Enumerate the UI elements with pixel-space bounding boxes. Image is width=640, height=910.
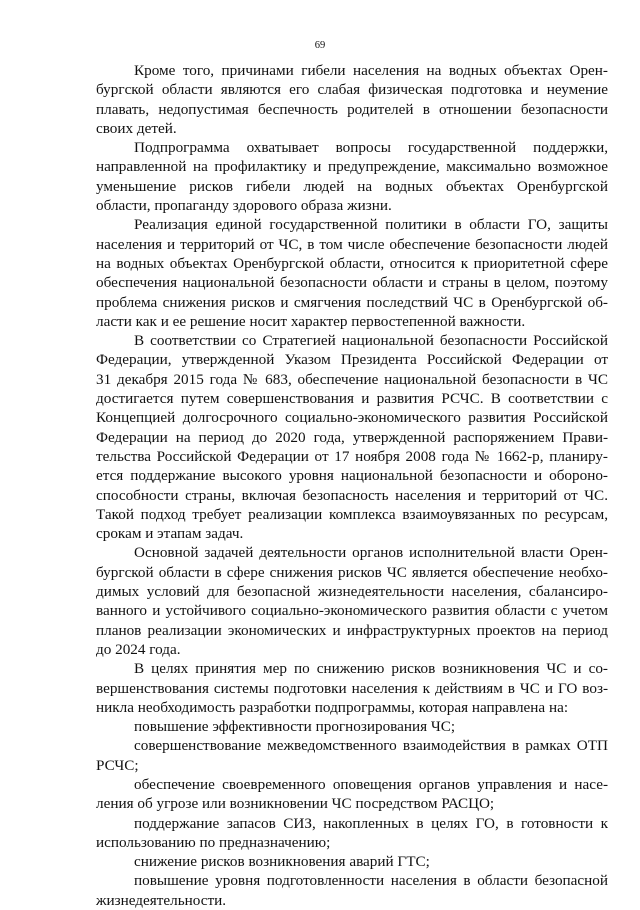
- text-line: до 2024 года.: [96, 640, 181, 658]
- paragraph: [96, 61, 608, 138]
- list-item: [96, 717, 608, 736]
- text-line: В целях принятия мер по снижению рисков возникновения ЧС и со-: [134, 660, 608, 678]
- text-line: снижение рисков возникновения аварий ГТС;: [134, 853, 430, 871]
- text-line: димых условий для безопасной жизнедеятельности населения, сбалансиро-: [96, 583, 608, 601]
- text-line: на водных объектах Оренбургской области, относится к приоритетной сфере: [96, 254, 608, 272]
- text-line: населения и территорий от ЧС, в том числе обеспечение безопасности людей: [96, 235, 608, 253]
- text-line: уменьшение рисков гибели людей на водных объектах Оренбургской: [96, 177, 608, 195]
- text-line: плавать, недопустимая беспечность родителей в отношении безопасности: [96, 100, 608, 118]
- text-line: Такой подход требует реализации комплекса взаимоувязанных по ресурсам,: [96, 505, 608, 523]
- list-item: [96, 852, 608, 871]
- text-line: планов реализации экономических и инфраструктурных проектов на период: [96, 621, 608, 639]
- list-item: [96, 814, 608, 853]
- text-line: проблема снижения рисков и смягчения последствий ЧС в Оренбургской об-: [96, 293, 608, 311]
- text-line: тельства Российской Федерации от 17 ноября 2008 года № 1662-р, планиру-: [96, 447, 608, 465]
- paragraph: [96, 543, 608, 659]
- text-line: способности страны, включая безопасность населения и территорий от ЧС.: [96, 486, 608, 504]
- text-line: Подпрограмма охватывает вопросы государственной поддержки,: [134, 139, 608, 157]
- text-line: повышение уровня подготовленности населения в области безопасной: [134, 872, 608, 890]
- paragraph: [96, 659, 608, 717]
- text-line: совершенствование межведомственного взаимодействия в рамках ОТП: [134, 737, 608, 755]
- text-line: ется поддержание высокого уровня национальной безопасности и обороно-: [96, 467, 608, 485]
- list-item: [96, 775, 608, 814]
- paragraph: [96, 331, 608, 543]
- text-line: бургской области являются его слабая физическая подготовка и неумение: [96, 81, 608, 99]
- paragraph: [96, 138, 608, 215]
- text-line: 31 декабря 2015 года № 683, обеспечение национальной безопасности в ЧС: [96, 370, 608, 388]
- paragraph: [96, 215, 608, 331]
- text-line: своих детей.: [96, 119, 177, 137]
- text-line: жизнедеятельности.: [96, 891, 227, 909]
- text-line: Основной задачей деятельности органов исполнительной власти Орен-: [134, 544, 608, 562]
- text-line: Реализация единой государственной политики в области ГО, защиты: [134, 216, 608, 234]
- page-number: 69: [314, 40, 326, 51]
- list-item: [96, 871, 608, 910]
- text-line: В соответствии со Стратегией национальной безопасности Российской: [134, 332, 608, 350]
- document-body: [96, 61, 608, 910]
- text-line: направленной на профилактику и предупреждение, максимально возможное: [96, 158, 608, 176]
- text-line: вершенствования системы подготовки населения к действиям в ЧС и ГО воз-: [96, 679, 608, 697]
- text-line: бургской области в сфере снижения рисков ЧС является обеспечение необхо-: [96, 563, 608, 581]
- text-line: обеспечения национальной безопасности области и страны в целом, поэтому: [96, 274, 608, 292]
- list-item: [96, 736, 608, 775]
- text-line: Концепцией долгосрочного социально-экономического развития Российской: [96, 409, 608, 427]
- text-line: РСЧС;: [96, 756, 139, 774]
- text-line: области, пропаганду здорового образа жизни.: [96, 197, 392, 215]
- text-line: ванного и устойчивого социально-экономического развития области с учетом: [96, 602, 608, 620]
- text-line: повышение эффективности прогнозирования ЧС;: [134, 718, 456, 736]
- text-line: поддержание запасов СИЗ, накопленных в целях ГО, в готовности к: [134, 814, 608, 832]
- text-line: срокам и этапам задач.: [96, 525, 244, 543]
- text-line: использованию по предназначению;: [96, 833, 331, 851]
- text-line: никла необходимость разработки подпрограммы, которая направлена на:: [96, 698, 569, 716]
- text-line: Федерации на период до 2020 года, утвержденной распоряжением Прави-: [96, 428, 608, 446]
- text-line: ления об угрозе или возникновении ЧС посредством РАСЦО;: [96, 795, 495, 813]
- task-list: [96, 717, 608, 910]
- text-line: Кроме того, причинами гибели населения на водных объектах Орен-: [134, 62, 608, 79]
- text-line: Федерации, утвержденной Указом Президента Российской Федерации от: [96, 351, 608, 369]
- text-line: достигается путем совершенствования и развития РСЧС. В соответствии с: [96, 390, 608, 408]
- text-line: обеспечение своевременного оповещения органов управления и насе-: [134, 775, 608, 793]
- text-line: ласти как и ее решение носит характер первостепенной важности.: [96, 312, 526, 330]
